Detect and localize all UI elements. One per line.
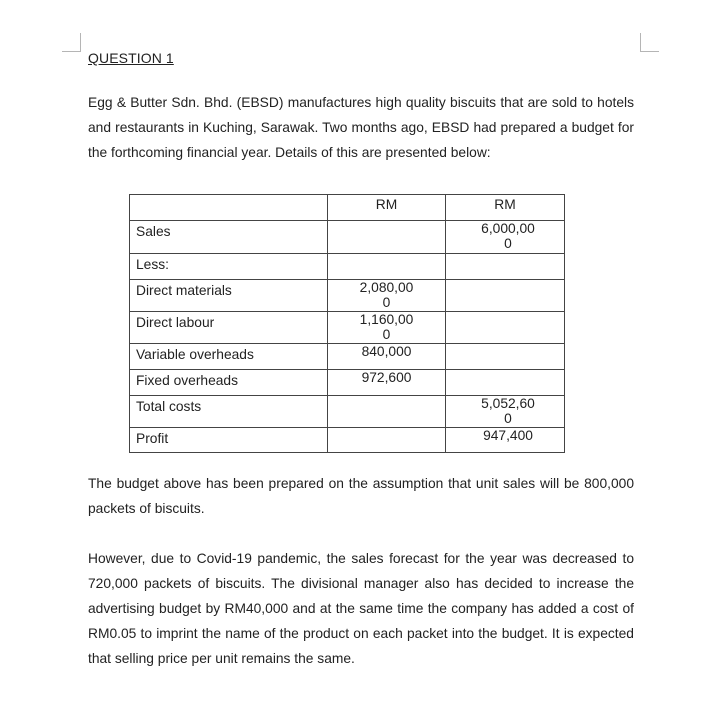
table-row (130, 280, 565, 312)
assumption-paragraph: The budget above has been prepared on the assumption that unit sales will be 800,000 packets of biscuits. (88, 476, 634, 516)
row-value-1: 840,000 (328, 344, 446, 370)
table-row (130, 396, 565, 428)
row-label: Less: (130, 254, 328, 280)
row-value-2 (446, 254, 565, 280)
row-label: Sales (130, 221, 328, 254)
header-cell-rm-2: RM (446, 195, 565, 221)
table-header-row (130, 195, 565, 221)
row-value-2: 947,400 (446, 428, 565, 453)
row-value-1: 1,160,00 0 (328, 312, 446, 344)
intro-paragraph: Egg & Butter Sdn. Bhd. (EBSD) manufactures high quality biscuits that are sold to hotels and restaurants in Kuching, Sarawak. Two months ago, EBSD had prepared a budget for the forthcoming financial year. Details of this are presented below: (88, 95, 634, 160)
row-value-2: 5,052,60 0 (446, 396, 565, 428)
budget-table (129, 194, 565, 453)
row-value-2 (446, 280, 565, 312)
covid-paragraph: However, due to Covid-19 pandemic, the sales forecast for the year was decreased to 720,000 packets of biscuits. The divisional manager also has decided to increase the advertising budget by RM40,000 and at the same time the company has added a cost of RM0.05 to imprint the name of the product on each packet into the budget. It is expected that selling price per unit remains the same. (88, 551, 634, 666)
row-label: Profit (130, 428, 328, 453)
row-value-1: 972,600 (328, 370, 446, 396)
row-value-2: 6,000,00 0 (446, 221, 565, 254)
row-value-2 (446, 370, 565, 396)
row-value-1 (328, 254, 446, 280)
header-cell-rm-1: RM (328, 195, 446, 221)
row-value-1: 2,080,00 0 (328, 280, 446, 312)
row-label: Direct labour (130, 312, 328, 344)
row-value-1 (328, 396, 446, 428)
row-value-2 (446, 344, 565, 370)
row-label: Total costs (130, 396, 328, 428)
row-label: Direct materials (130, 280, 328, 312)
table-row (130, 370, 565, 396)
row-label: Fixed overheads (130, 370, 328, 396)
row-label: Variable overheads (130, 344, 328, 370)
table-row (130, 254, 565, 280)
table-row (130, 221, 565, 254)
header-cell-label (130, 195, 328, 221)
row-value-1 (328, 428, 446, 453)
question-heading: QUESTION 1 (88, 50, 174, 66)
crop-mark-top-right (640, 33, 659, 52)
row-value-2 (446, 312, 565, 344)
crop-mark-top-left (62, 33, 81, 52)
table-row (130, 428, 565, 453)
table-row (130, 344, 565, 370)
table-row (130, 312, 565, 344)
row-value-1 (328, 221, 446, 254)
